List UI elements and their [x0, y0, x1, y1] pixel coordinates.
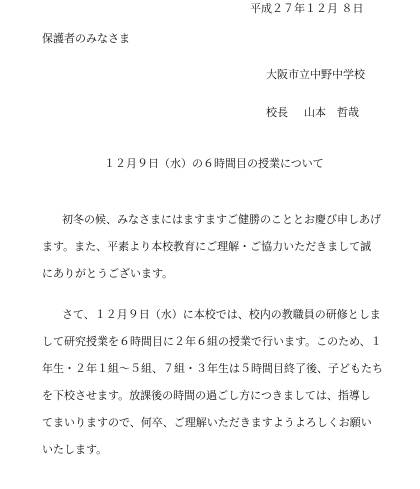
paragraph-line: ます。また、平素より本校教育にご理解・ご協力いただきまして誠: [42, 240, 372, 253]
paragraph-line: にありがとうございます。: [42, 267, 174, 280]
paragraph-line: いたします。: [42, 443, 108, 456]
letter-recipient: 保護者のみなさま: [42, 32, 130, 45]
letter-subject: １２月９日（水）の６時間目の授業について: [104, 157, 324, 170]
letter-date: 平成２７年１２月 ８日: [250, 2, 364, 15]
principal-name: 山本 哲哉: [304, 106, 359, 119]
paragraph-line: 初冬の候、みなさまにはますますご健勝のこととお慶び申しあげ: [62, 213, 381, 226]
paragraph-line: さて、１２月９日（水）に本校では、校内の教職員の研修としま: [62, 308, 381, 321]
school-name: 大阪市立中野中学校: [266, 68, 365, 81]
paragraph-line: 年生・２年１組～５組、７組・３年生は５時間目終了後、子どもたち: [42, 362, 383, 375]
paragraph-line: を下校させます。放課後の時間の過ごし方につきましては、指導し: [42, 389, 371, 402]
paragraph-line: して研究授業を６時間目に２年６組の授業で行います。このため、１: [42, 335, 382, 348]
principal-title: 校長: [266, 106, 288, 119]
principal-signature: [266, 107, 359, 118]
paragraph-line: てまいりますので、何卒、ご理解いただきますようよろしくお願い: [42, 416, 372, 429]
